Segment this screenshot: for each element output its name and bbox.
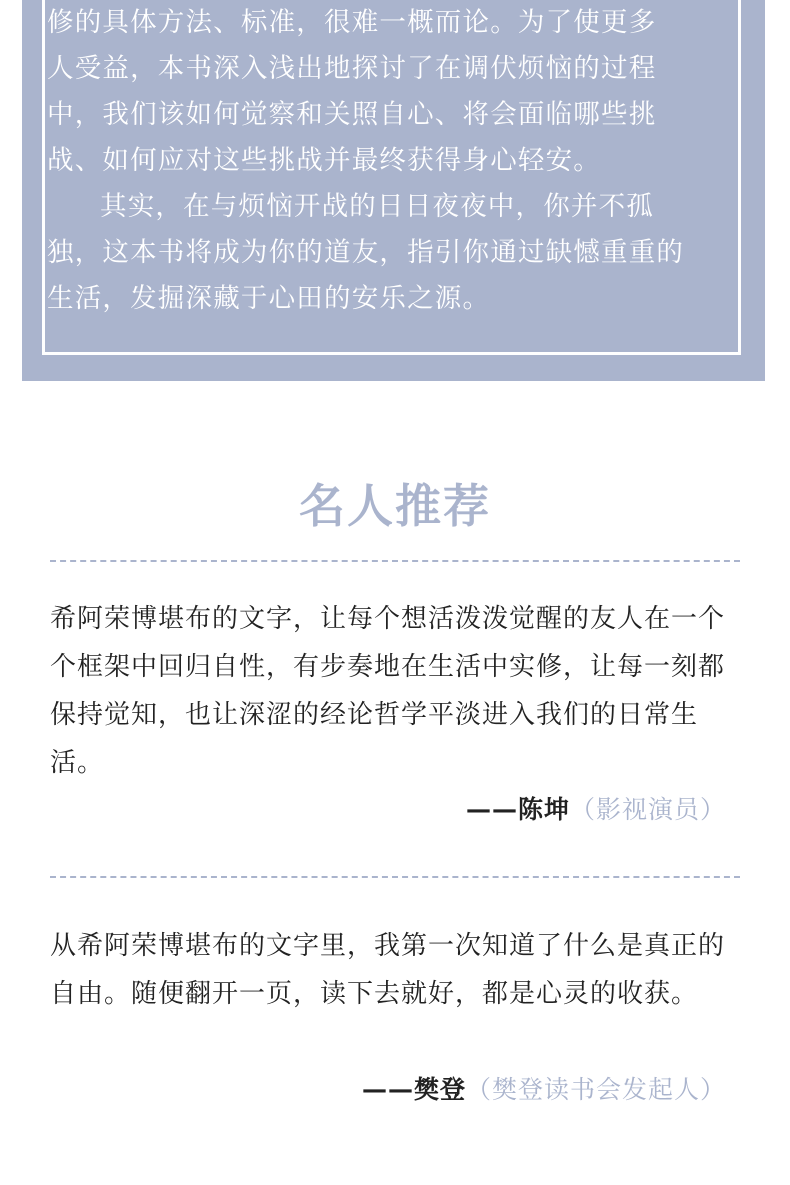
recommender-name-2: ——樊登 bbox=[361, 1075, 466, 1104]
dashed-divider-1 bbox=[50, 560, 740, 562]
recommendation-quote-2: 从希阿荣博堪布的文字里，我第一次知道了什么是真正的自由。随便翻开一页，读下去就好，都是心灵的收获。 bbox=[50, 931, 726, 1009]
book-intro-text bbox=[47, 0, 707, 322]
recommendation-attribution-2 bbox=[362, 1070, 726, 1106]
recommender-name-1: ——陈坤 bbox=[465, 795, 570, 824]
recommendation-attribution-1 bbox=[466, 790, 726, 826]
intro-line-3: 中，我们该如何觉察和关照自心、将会面临哪些挑 bbox=[47, 99, 657, 130]
recommender-role-2: （樊登读书会发起人） bbox=[465, 1075, 726, 1104]
recommendation-quote-1: 希阿荣博堪布的文字，让每个想活泼泼觉醒的友人在一个个框架中回归自性，有步奏地在生活中实修，让每一刻都保持觉知，也让深涩的经论哲学平淡进入我们的日常生活。 bbox=[50, 604, 726, 778]
intro-line-4: 战、如何应对这些挑战并最终获得身心轻安。 bbox=[47, 145, 601, 176]
recommender-role-1: （影视演员） bbox=[569, 795, 726, 824]
intro-line-1: 修的具体方法、标准，很难一概而论。为了使更多 bbox=[47, 7, 657, 38]
intro-line-2: 人受益，本书深入浅出地探讨了在调伏烦恼的过程 bbox=[47, 53, 657, 84]
dashed-divider-2 bbox=[50, 876, 740, 878]
intro-paragraph-2: 其实，在与烦恼开战的日日夜夜中，你并不孤独，这本书将成为你的道友，指引你通过缺憾重重的生活，发掘深藏于心田的安乐之源。 bbox=[47, 191, 685, 314]
section-title-celebrity-recommendations: 名人推荐 bbox=[299, 479, 491, 533]
